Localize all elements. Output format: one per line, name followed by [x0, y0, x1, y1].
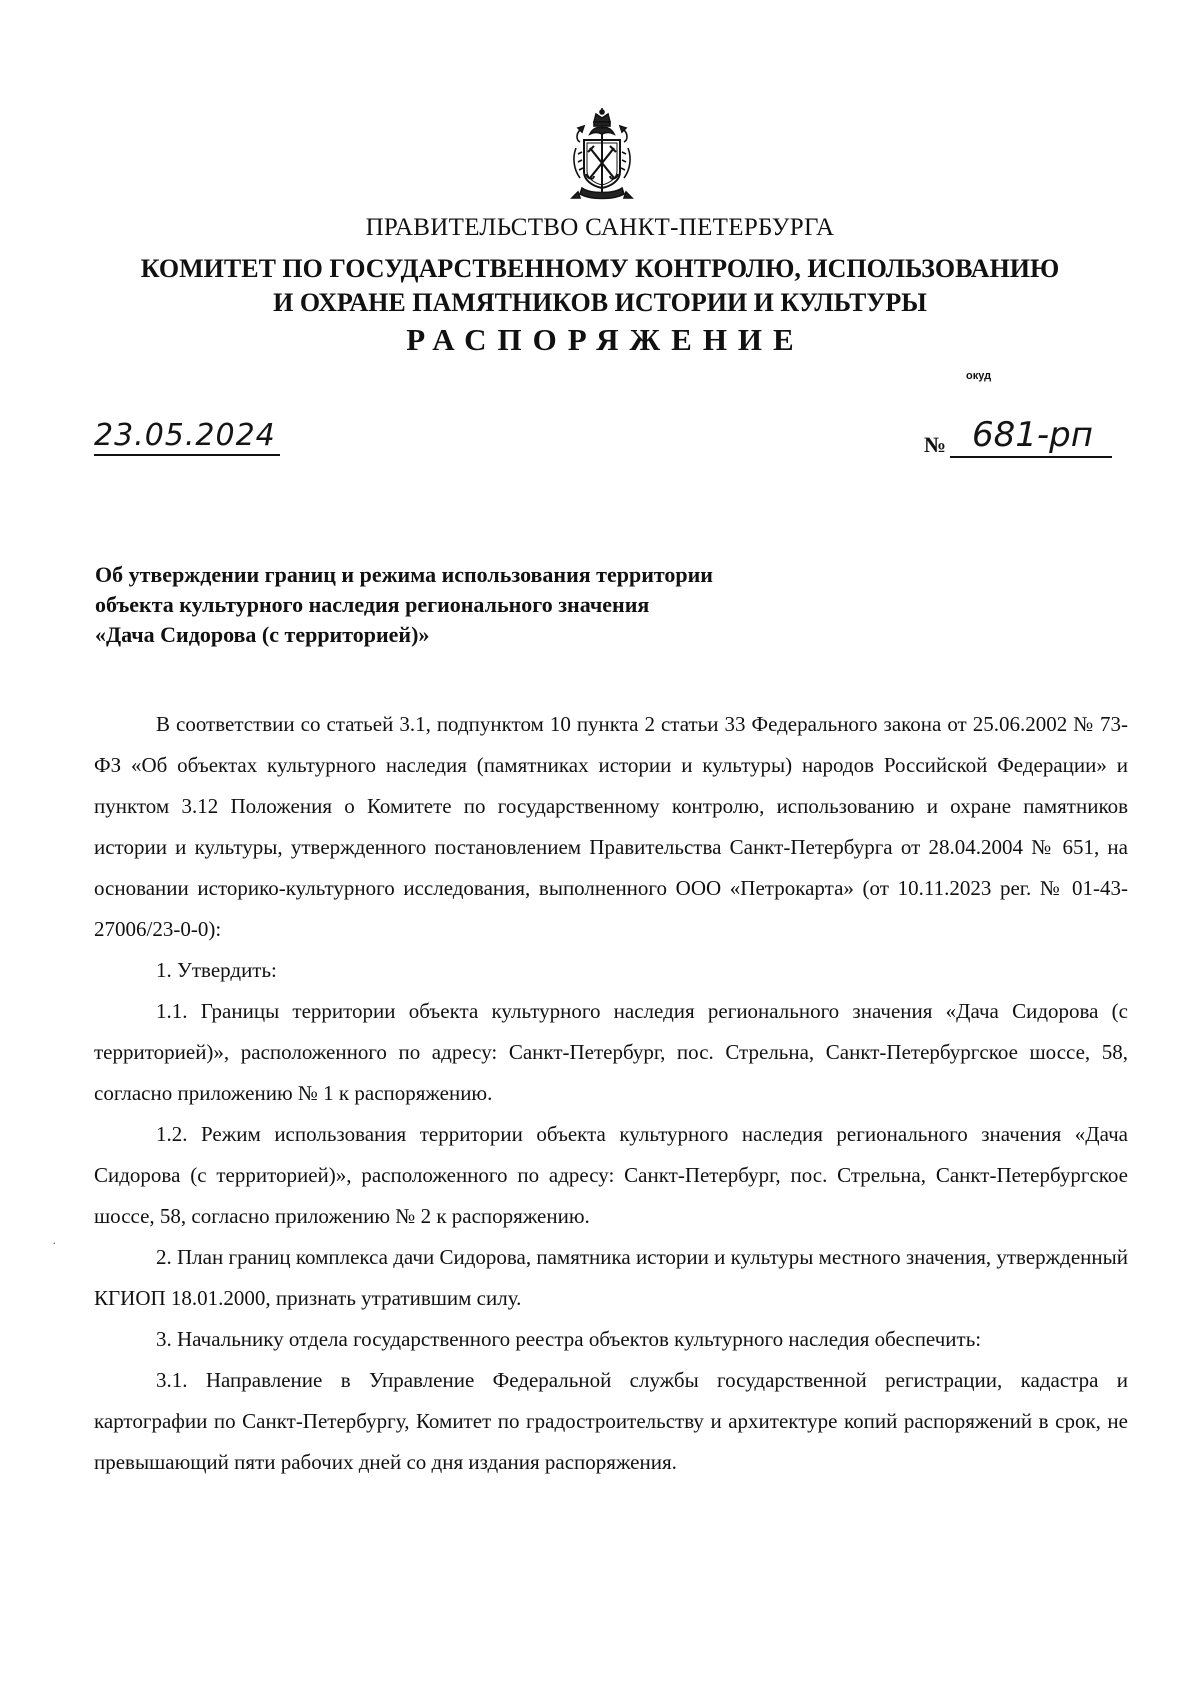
- document-type-title: РАСПОРЯЖЕНИЕ: [406, 322, 805, 357]
- document-subject: [95, 560, 855, 650]
- committee-name: [0, 252, 1200, 320]
- clause-1: 1. Утвердить:: [156, 958, 277, 982]
- number-sign: №: [924, 432, 947, 457]
- coat-of-arms-icon: [570, 108, 634, 204]
- subject-line-2: объекта культурного наследия регионального значения: [95, 592, 650, 617]
- document-number-value: 681-рп: [950, 414, 1112, 458]
- scan-margin-mark: ·: [52, 1234, 57, 1250]
- clause-2: 2. План границ комплекса дачи Сидорова, памятника истории и культуры местного значения, утвержденный КГИОП 18.01.2000, признать утратившим силу.: [94, 1245, 1129, 1310]
- okud-label: окуд: [966, 370, 992, 382]
- subject-line-1: Об утверждении границ и режима использования территории: [95, 562, 713, 587]
- clause-3-1: 3.1. Направление в Управление Федеральной службы государственной регистрации, кадастра и картографии по Санкт-Петербургу, Комитет по градостроительству и архитектуре копий распоряжений в срок, не превышающий пяти рабочих дней со дня издания распоряжения.: [94, 1368, 1128, 1474]
- document-number: [924, 414, 1112, 462]
- clause-3: 3. Начальнику отдела государственного реестра объектов культурного наследия обеспечить:: [156, 1327, 982, 1351]
- document-body: [94, 704, 1128, 1483]
- clause-1-2: 1.2. Режим использования территории объекта культурного наследия регионального значения «Дача Сидорова (с территорией)», расположенного по адресу: Санкт-Петербург, пос. Стрельна, Санкт-Петербургское шоссе, 58, согласно приложению № 2 к распоряжению.: [94, 1122, 1128, 1228]
- government-name: ПРАВИТЕЛЬСТВО САНКТ-ПЕТЕРБУРГА: [365, 214, 835, 241]
- document-date: 23.05.2024: [94, 418, 280, 456]
- preamble-paragraph: В соответствии со статьей 3.1, подпунктом 10 пункта 2 статьи 33 Федерального закона от 25.06.2002 № 73-ФЗ «Об объектах культурного наследия (памятниках истории и культуры) народов Российской Федерации» и пунктом 3.12 Положения о Комитете по государственному контролю, использованию и охране памятников истории и культуры, утвержденного постановлением Правительства Санкт-Петербурга от 28.04.2004 № 651, на основании историко-культурного исследования, выполненного ООО «Петрокарта» (от 10.11.2023 рег. № 01-43-27006/23-0-0):: [94, 712, 1128, 941]
- clause-1-1: 1.1. Границы территории объекта культурного наследия регионального значения «Дача Сидорова (с территорией)», расположенного по адресу: Санкт-Петербург, пос. Стрельна, Санкт-Петербургское шоссе, 58, согласно приложению № 1 к распоряжению.: [94, 999, 1128, 1105]
- committee-name-line-1: КОМИТЕТ ПО ГОСУДАРСТВЕННОМУ КОНТРОЛЮ, ИСПОЛЬЗОВАНИЮ: [140, 254, 1060, 283]
- subject-line-3: «Дача Сидорова (с территорией)»: [95, 622, 430, 647]
- committee-name-line-2: И ОХРАНЕ ПАМЯТНИКОВ ИСТОРИИ И КУЛЬТУРЫ: [273, 288, 927, 317]
